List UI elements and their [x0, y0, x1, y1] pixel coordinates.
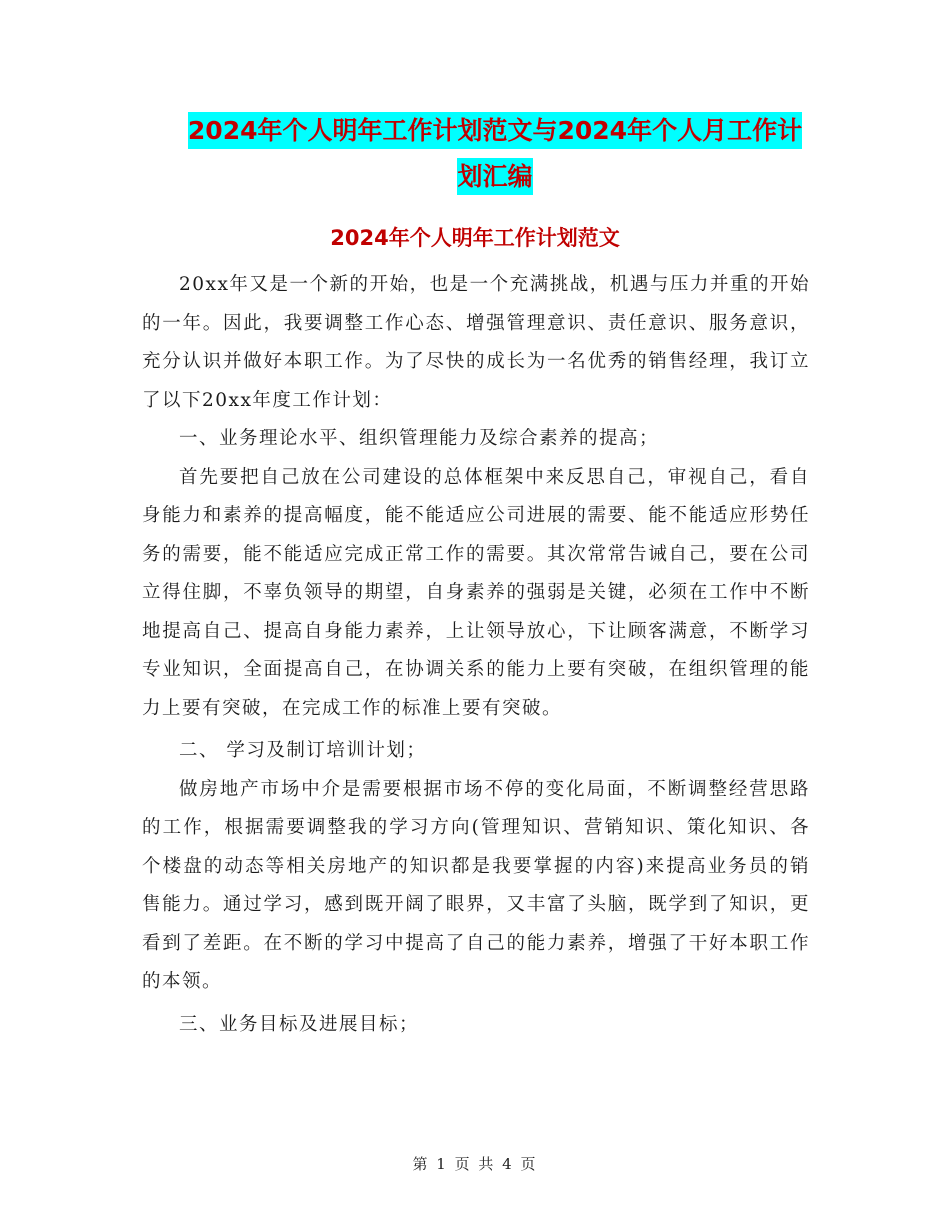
section-title: 2024年个人明年工作计划范文	[330, 226, 620, 250]
document-title-line2: 划汇编	[457, 158, 532, 195]
paragraph-intro: 20xx年又是一个新的开始，也是一个充满挑战，机遇与压力并重的开始的一年。因此，我要调整工作心态、增强管理意识、责任意识、服务意识，充分认识并做好本职工作。为了尽快的成长为一名优秀的销售经理，我订立了以下20xx年度工作计划：	[142, 274, 810, 411]
heading-3: 三、业务目标及进展目标；	[179, 1013, 420, 1035]
paragraph-body-1: 首先要把自己放在公司建设的总体框架中来反思自己，审视自己，看自身能力和素养的提高幅度，能不能适应公司进展的需要、能不能适应形势任务的需要，能不能适应完成正常工作的需要。其次常常告诫自己，要在公司立得住脚，不辜负领导的期望，自身素养的强弱是关键，必须在工作中不断地提高自己、提高自身能力素养，上让领导放心，下让顾客满意，不断学习专业知识，全面提高自己，在协调关系的能力上要有突破，在组织管理的能力上要有突破，在完成工作的标准上要有突破。	[142, 466, 810, 719]
document-title	[150, 108, 840, 200]
document-title-line1: 2024年个人明年工作计划范文与2024年个人月工作计	[188, 112, 802, 149]
heading-2: 二、 学习及制订培训计划；	[179, 740, 427, 761]
document-body	[142, 266, 810, 1044]
page-footer: 第 1 页 共 4 页	[412, 1155, 538, 1173]
heading-1: 一、业务理论水平、组织管理能力及综合素养的提高；	[179, 428, 660, 449]
paragraph-body-2: 做房地产市场中介是需要根据市场不停的变化局面，不断调整经营思路的工作，根据需要调整我的学习方向(管理知识、营销知识、策化知识、各个楼盘的动态等相关房地产的知识都是我要掌握的内容)来提高业务员的销售能力。通过学习，感到既开阔了眼界，又丰富了头脑，既学到了知识，更看到了差距。在不断的学习中提高了自己的能力素养，增强了干好本职工作的本领。	[142, 778, 810, 992]
